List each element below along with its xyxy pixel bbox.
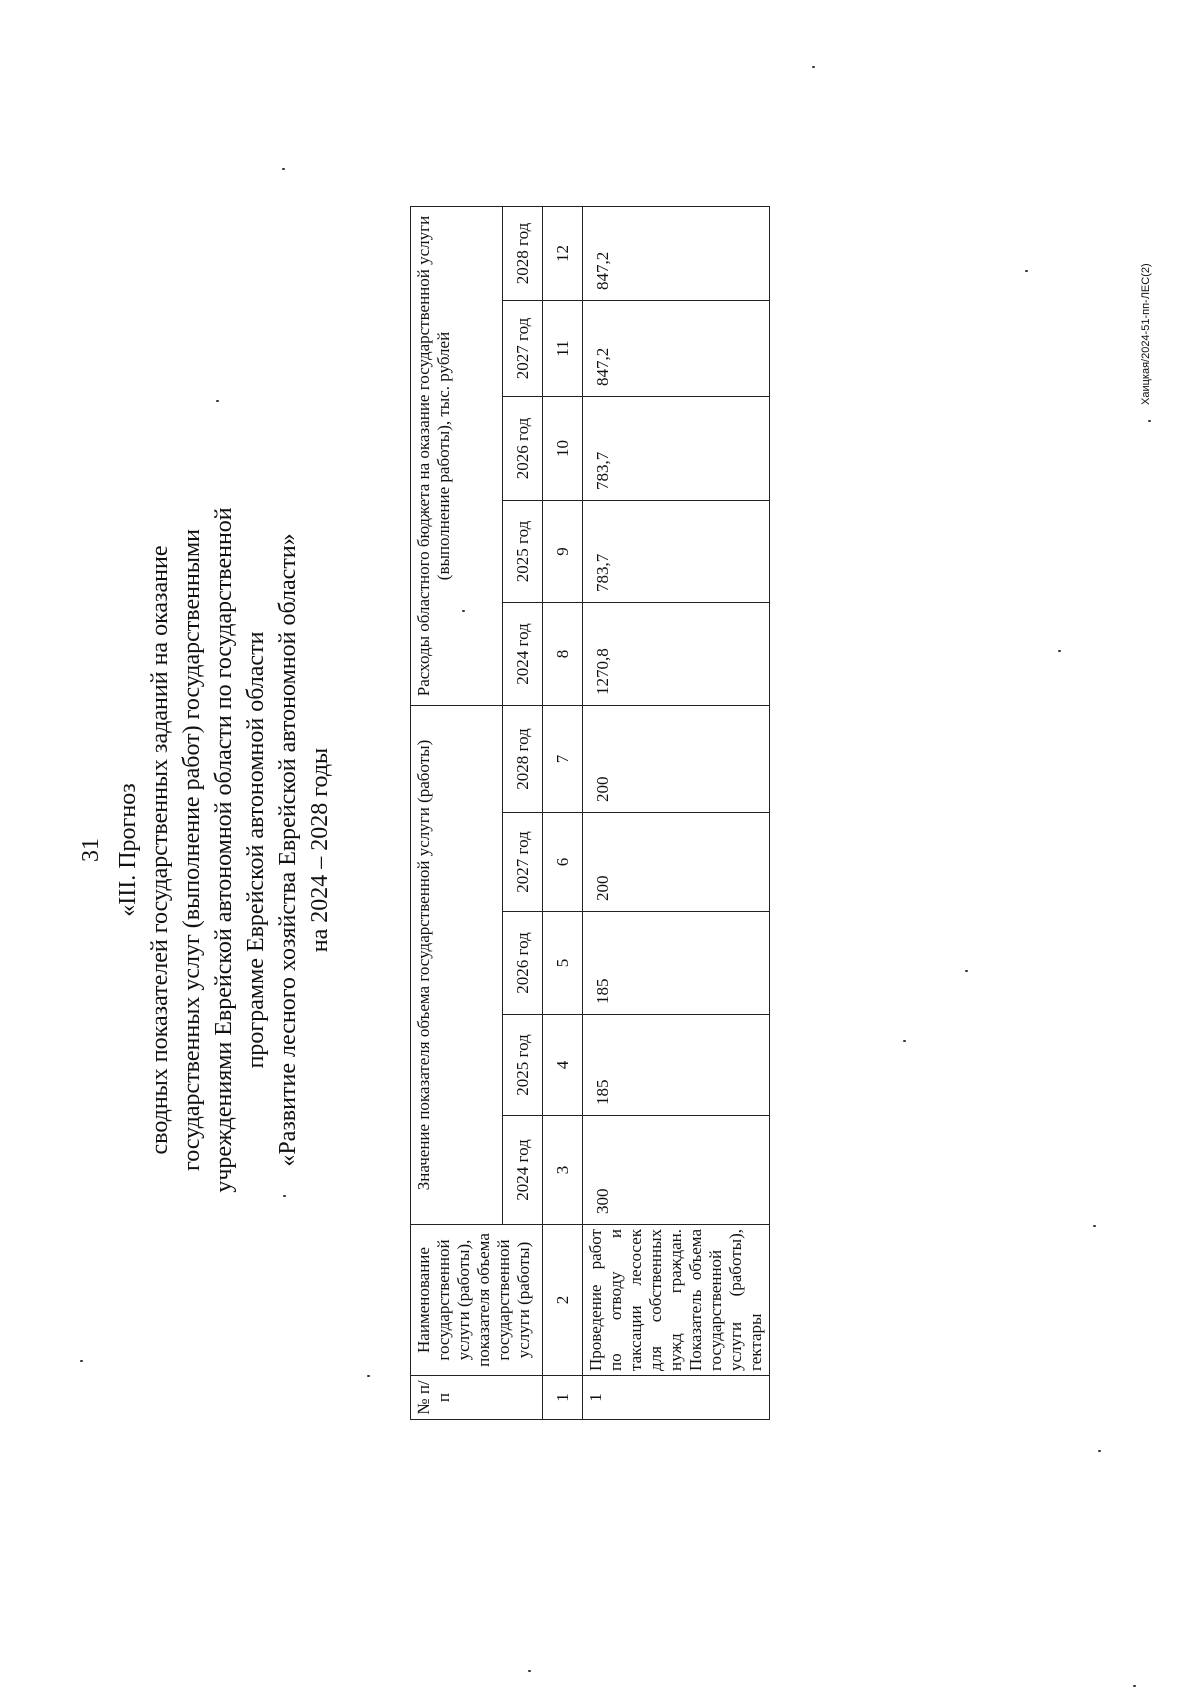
scan-speck	[1025, 270, 1028, 272]
column-number: 9	[543, 501, 583, 603]
footer-document-code: Хаицкая/2024-51-пп-ЛЕС(2)	[1140, 263, 1152, 405]
scan-speck	[367, 1375, 370, 1377]
scan-speck	[216, 400, 219, 402]
title-line: государственных услуг (выполнение работ) государственными	[179, 529, 205, 1171]
scan-speck	[462, 610, 465, 612]
row-num: 1	[583, 1376, 770, 1420]
scan-speck	[965, 970, 968, 972]
header-num: № п/п	[411, 1376, 543, 1420]
expense-value: 847,2	[583, 301, 770, 397]
header-year: 2028 год	[503, 706, 543, 813]
header-year: 2026 год	[503, 912, 543, 1015]
header-year: 2028 год	[503, 207, 543, 301]
scan-speck	[80, 1360, 83, 1362]
scan-speck	[1098, 1450, 1101, 1452]
rotated-page-content	[0, 60, 1200, 1640]
scan-speck	[1093, 1225, 1096, 1227]
scan-speck	[282, 168, 285, 170]
title-line: программе Еврейской автономной области	[243, 631, 269, 1069]
expense-value: 783,7	[583, 501, 770, 603]
scan-speck	[1133, 1685, 1136, 1687]
forecast-table	[410, 206, 770, 1420]
title-line: учреждениями Еврейской автономной области по государственной	[211, 507, 237, 1193]
scan-speck	[283, 1195, 286, 1197]
title-line: «Развитие лесного хозяйства Еврейской автономной области»	[275, 533, 301, 1167]
scan-speck	[812, 66, 815, 68]
expense-value: 1270,8	[583, 603, 770, 706]
title-line: «III. Прогноз	[115, 783, 141, 917]
title-line: на 2024 – 2028 годы	[307, 747, 333, 953]
header-year: 2026 год	[503, 397, 543, 501]
column-number: 3	[543, 1116, 583, 1225]
header-year: 2027 год	[503, 813, 543, 912]
column-number: 1	[543, 1376, 583, 1420]
document-title	[112, 60, 336, 1640]
header-year: 2024 год	[503, 1116, 543, 1225]
volume-value: 200	[583, 813, 770, 912]
column-number: 11	[543, 301, 583, 397]
header-year: 2027 год	[503, 301, 543, 397]
volume-value: 300	[583, 1116, 770, 1225]
column-number: 6	[543, 813, 583, 912]
volume-value: 185	[583, 912, 770, 1015]
column-number: 7	[543, 706, 583, 813]
scan-speck	[903, 1040, 906, 1042]
column-number: 10	[543, 397, 583, 501]
column-number: 4	[543, 1015, 583, 1116]
page-number: 31	[78, 838, 104, 862]
header-year: 2025 год	[503, 501, 543, 603]
header-volume-group: Значение показателя объема государственной услуги (работы)	[411, 706, 503, 1225]
column-number: 5	[543, 912, 583, 1015]
scan-speck	[1148, 420, 1151, 422]
header-year: 2024 год	[503, 603, 543, 706]
scan-speck	[1058, 650, 1061, 652]
column-number: 8	[543, 603, 583, 706]
table-row	[583, 207, 770, 1420]
title-line: сводных показателей государственных заданий на оказание	[147, 545, 173, 1155]
header-name: Наименование государственной услуги (работы), показателя объема государственной услуги (работы)	[411, 1225, 543, 1376]
header-expense-group: Расходы областного бюджета на оказание государственной услуги (выполнение работы), тыс. рублей	[411, 207, 503, 706]
column-number: 12	[543, 207, 583, 301]
expense-value: 783,7	[583, 397, 770, 501]
volume-value: 200	[583, 706, 770, 813]
scan-speck	[528, 1670, 531, 1672]
row-name: Проведение работ по отводу и таксации лесосек для собственных нужд граждан. Показатель объема государственной услуги (работы), гектары	[583, 1225, 770, 1376]
header-year: 2025 год	[503, 1015, 543, 1116]
expense-value: 847,2	[583, 207, 770, 301]
column-number: 2	[543, 1225, 583, 1376]
volume-value: 185	[583, 1015, 770, 1116]
